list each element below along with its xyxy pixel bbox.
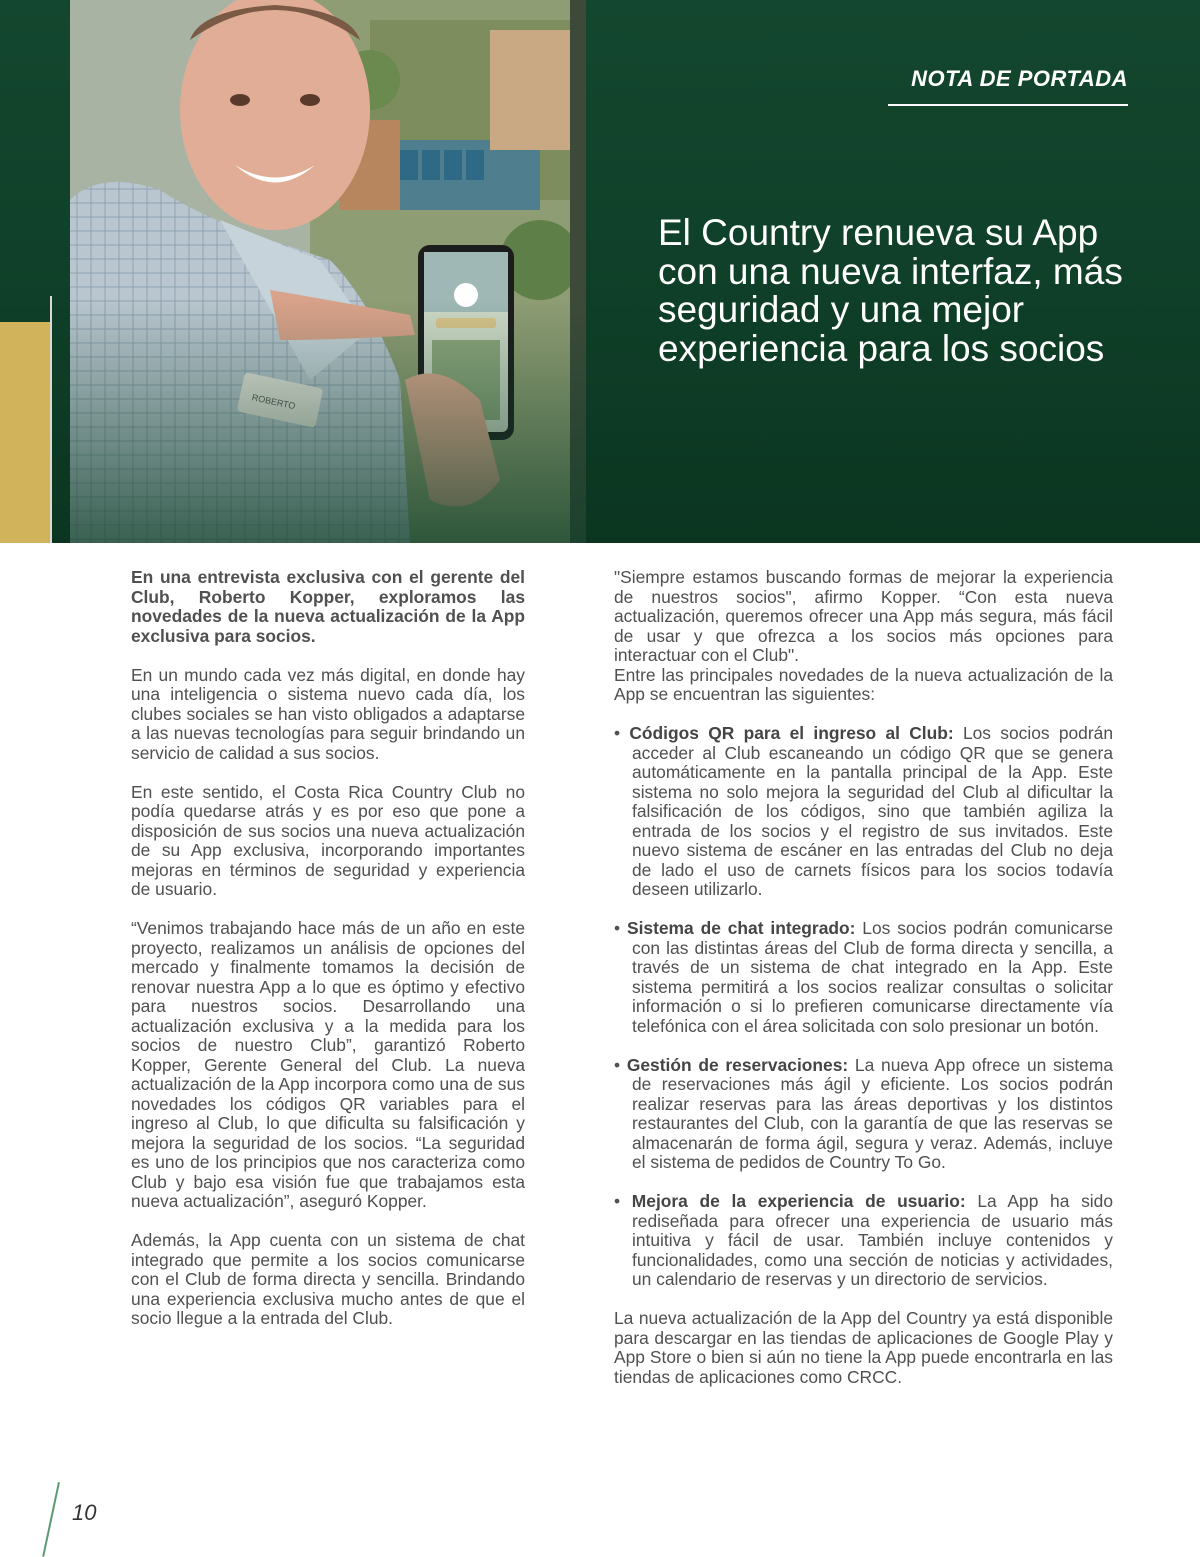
right-column — [614, 568, 1113, 1407]
feature-bullet-chat: • Sistema de chat integrado: Los socios podrán comunicarse con las distintas áreas del Club de forma directa y sencilla, a través de un sistema de chat integrado en la App. Este sistema permitirá a los socios realizar consultas o solicitar información o si lo prefieren comunicarse directamente vía telefónica con el área solicitada con solo presionar un botón. — [614, 918, 1114, 1036]
kicker-rule — [888, 104, 1128, 106]
body-paragraph: “Venimos trabajando hace más de un año en este proyecto, realizamos un análisis de opciones del mercado y finalmente tomamos la decisión de renovar nuestra App a lo que es óptimo y efectivo para nuestros socios. Desarrollando una actualización exclusiva y a la medida para los socios de nuestro Club”, garantizó Roberto Kopper, Gerente General del Club. La nueva actualización de la App incorpora como una de sus novedades los códigos QR variables para el ingreso al Club, lo que dificulta su falsificación y mejora la seguridad de los socios. “La seguridad es uno de los principios que nos caracteriza como Club y bajo esa visión fue que trabajamos esta nueva actualización”, aseguró Kopper. — [131, 918, 525, 1211]
body-paragraph: En este sentido, el Costa Rica Country Club no podía quedarse atrás y es por eso que pone a disposición de sus socios una nueva actualización de su App exclusiva, incorporando importantes mejoras en términos de seguridad y experiencia de usuario. — [131, 781, 525, 899]
bullet-title: Códigos QR para el ingreso al Club: — [629, 723, 954, 743]
feature-bullet-reservations: • Gestión de reservaciones: La nueva App ofrece un sistema de reservaciones más ágil y eficiente. Los socios podrán realizar reservas para las áreas deportivas y los distintos restaurantes del Club, con la garantía de que las reservas se almacenarán de forma ágil, segura y veraz. Además, incluye el sistema de pedidos de Country To Go. — [614, 1054, 1113, 1172]
feature-bullet-ux: • Mejora de la experiencia de usuario: La App ha sido rediseñada para ofrecer una experiencia de usuario más intuitiva y fácil de usar. También incluye contenidos y funcionalidades, como una sección de noticias y actividades, un calendario de reservas y un directorio de servicios. — [614, 1191, 1113, 1289]
page-number: 10 — [72, 1500, 97, 1525]
bullet-text: Los socios podrán acceder al Club escaneando un código QR que se genera automáticamente en la pantalla principal de la App. Este sistema no solo mejora la seguridad del Club al dificultar la falsificación de los códigos, sino que también agiliza la entrada de los socios y el registro de sus invitados. Este nuevo sistema de escáner en las entradas del Club no deja de lado el uso de carnets físicos para los socios todavía deseen utilizarlo. — [632, 723, 1113, 899]
left-column — [131, 568, 525, 1348]
body-paragraph: En un mundo cada vez más digital, en donde hay una inteligencia o sistema nuevo cada día, los clubes sociales se han visto obligados a adaptarse a las nuevas tecnologías para seguir brindando un servicio de calidad a sus socios. — [131, 664, 525, 763]
bullet-title: Gestión de reservaciones: — [626, 1054, 849, 1075]
body-paragraph: Además, la App cuenta con un sistema de chat integrado que permite a los socios comunicarse con el Club de forma directa y sencilla. Brindando una experiencia exclusiva mucho antes de que el socio llegue a la entrada del Club. — [131, 1230, 525, 1328]
section-kicker: NOTA DE PORTADA — [911, 66, 1128, 91]
bullet-text: Los socios podrán comunicarse con las distintas áreas del Club de forma directa y sencilla, a través de un sistema de chat integrado en la App. Este sistema permitirá a los socios realizar consultas o solicitar información o si lo prefieren comunicarse directamente vía telefónica con el área solicitada con solo presionar un botón. — [632, 918, 1114, 1036]
intro-paragraph: Entre las principales novedades de la nueva actualización de la App se encuentran las siguientes: — [614, 664, 1113, 704]
accent-line — [50, 296, 52, 543]
feature-bullet-qr: • Códigos QR para el ingreso al Club: Los socios podrán acceder al Club escaneando un código QR que se genera automáticamente en la pantalla principal de la App. Este sistema no solo mejora la seguridad del Club al dificultar la falsificación de los códigos, sino que también agiliza la entrada de los socios y el registro de sus invitados. Este nuevo sistema de escáner en las entradas del Club no deja de lado el uso de carnets físicos para los socios todavía deseen utilizarlo. — [614, 723, 1113, 899]
page-number-divider — [42, 1482, 60, 1557]
gold-accent-bar — [0, 322, 50, 543]
quote-paragraph: "Siempre estamos buscando formas de mejorar la experiencia de nuestros socios", afirmo Kopper. “Con esta nueva actualización, queremos ofrecer una App más segura, más fácil de usar y que ofrezca a los socios más opciones para interactuar con el Club". — [614, 567, 1113, 665]
lead-paragraph: En una entrevista exclusiva con el gerente del Club, Roberto Kopper, exploramos las novedades de la nueva actualización de la App exclusiva para socios. — [131, 567, 525, 646]
bullet-text: La App ha sido rediseñada para ofrecer una experiencia de usuario más intuitiva y fácil de usar. También incluye contenidos y funcionalidades, como una sección de noticias y actividades, un calendario de reservas y un directorio de servicios. — [632, 1191, 1113, 1289]
article-headline: El Country renueva su App con una nueva interfaz, más seguridad y una mejor experiencia para los socios — [658, 212, 1123, 369]
cover-hero — [0, 0, 1200, 543]
cover-photo — [70, 0, 586, 543]
bullet-text: La nueva App ofrece un sistema de reservaciones más ágil y eficiente. Los socios podrán realizar reservas para las áreas deportivas y los distintos restaurantes del Club, con la garantía de que las reservas se almacenarán de forma ágil, segura y veraz. Además, incluye el sistema de pedidos de Country To Go. — [632, 1054, 1113, 1172]
bullet-title: Mejora de la experiencia de usuario: — [631, 1191, 966, 1211]
closing-paragraph: La nueva actualización de la App del Country ya está disponible para descargar en las tiendas de aplicaciones de Google Play y App Store o bien si aún no tiene la App puede encontrarla en las tiendas de aplicaciones como CRCC. — [614, 1308, 1113, 1387]
bullet-title: Sistema de chat integrado: — [626, 918, 856, 938]
